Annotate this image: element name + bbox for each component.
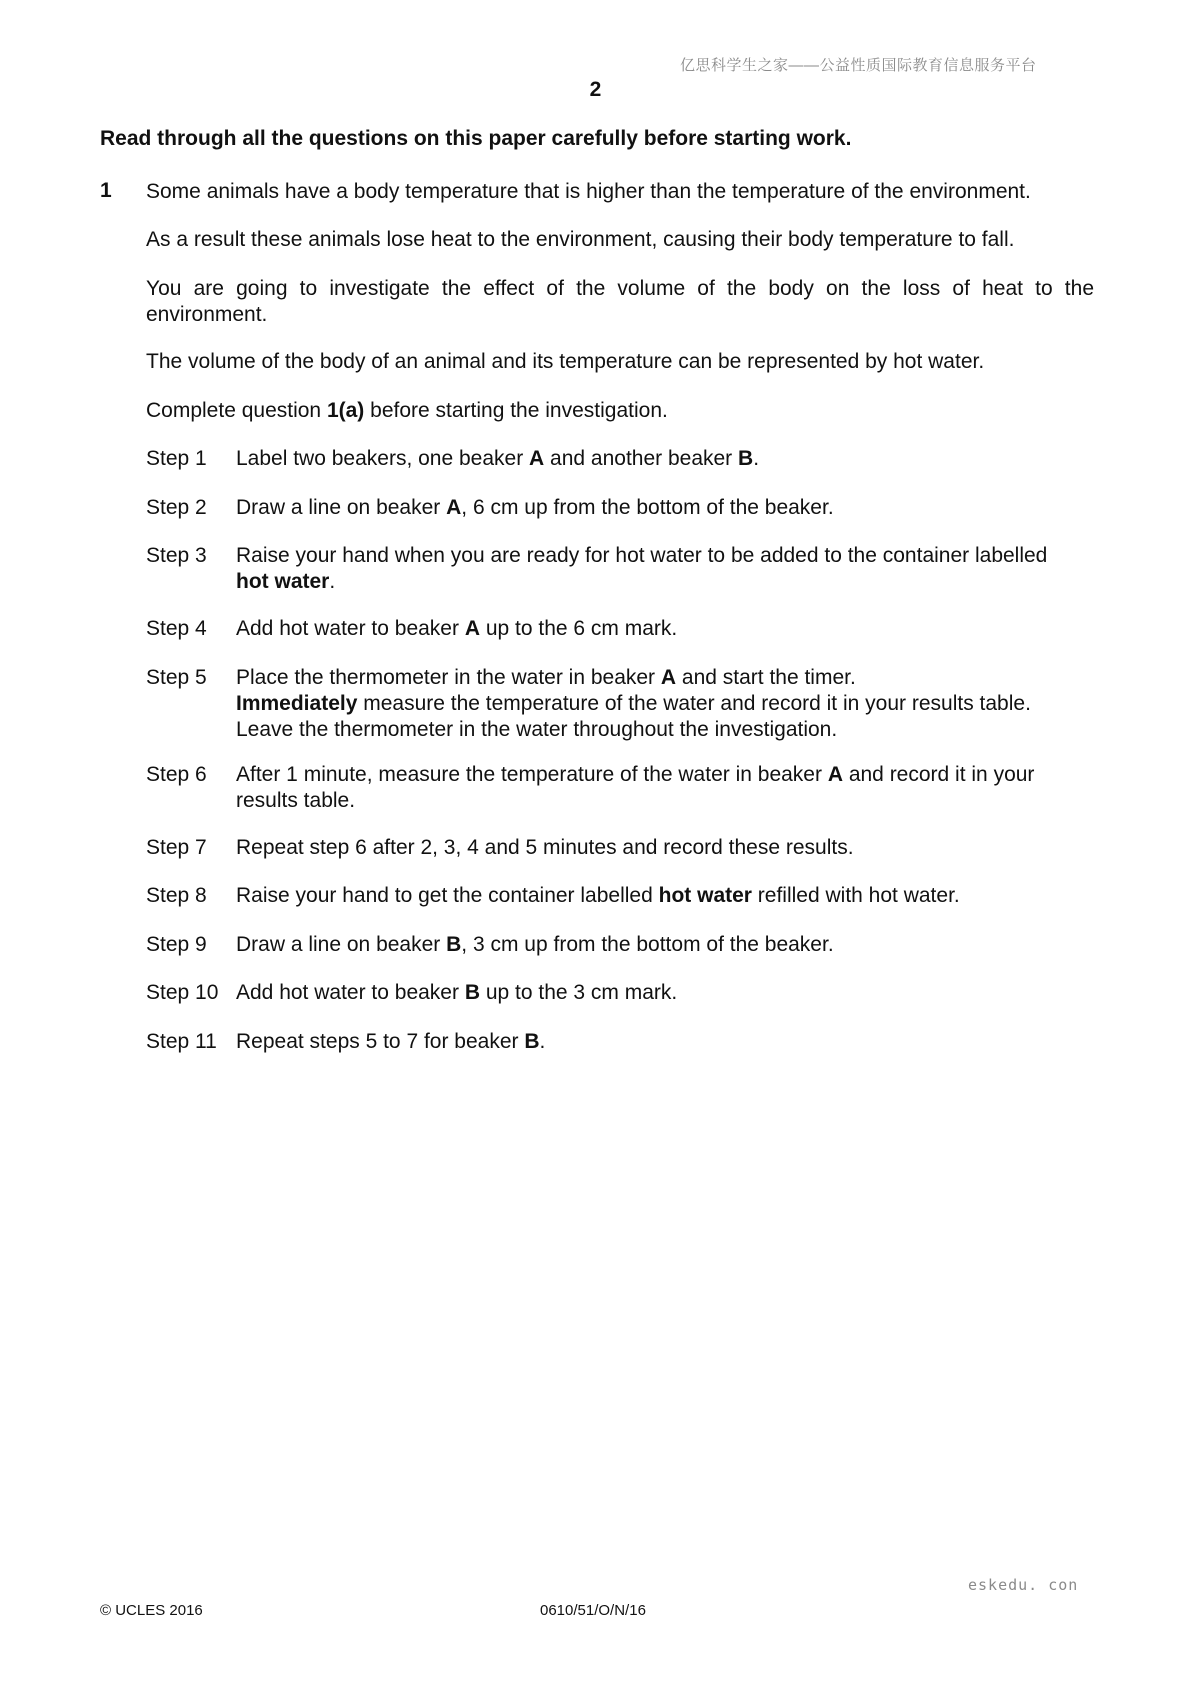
step-text: Raise your hand when you are ready for hot water to be added to the container labelled hot water.	[236, 544, 1048, 593]
step-label: Step 7	[146, 836, 207, 859]
copyright: © UCLES 2016	[100, 1602, 203, 1619]
step-text: Add hot water to beaker A up to the 6 cm mark.	[236, 617, 678, 640]
step-text: Draw a line on beaker A, 6 cm up from the bottom of the beaker.	[236, 496, 834, 519]
question-number: 1	[100, 179, 112, 202]
paper-code: 0610/51/O/N/16	[540, 1602, 646, 1619]
step-text: Raise your hand to get the container labelled hot water refilled with hot water.	[236, 884, 960, 907]
exam-instruction: Read through all the questions on this paper carefully before starting work.	[100, 127, 852, 150]
step-label: Step 3	[146, 544, 207, 567]
step-label: Step 6	[146, 763, 207, 786]
question-paragraph: The volume of the body of an animal and its temperature can be represented by hot water.	[146, 350, 985, 373]
step-text: Draw a line on beaker B, 3 cm up from the bottom of the beaker.	[236, 933, 834, 956]
step-text: Label two beakers, one beaker A and another beaker B.	[236, 447, 760, 470]
step-text: Place the thermometer in the water in beaker A and start the timer. Immediately measure the temperature of the water and record it in your results table. Leave the thermometer in the water throughout the investigation.	[236, 666, 1031, 741]
step-text: Repeat step 6 after 2, 3, 4 and 5 minutes and record these results.	[236, 836, 854, 859]
question-paragraph: As a result these animals lose heat to the environment, causing their body temperature to fall.	[146, 228, 1015, 251]
question-ref: 1(a)	[326, 399, 365, 422]
step-label: Step 2	[146, 496, 207, 519]
footer-watermark: eskedu. con	[968, 1576, 1079, 1594]
header-watermark: 亿思科学生之家——公益性质国际教育信息服务平台	[680, 57, 1037, 74]
complete-note: Complete question 1(a) before starting the investigation.	[146, 399, 668, 422]
step-label: Step 11	[146, 1030, 217, 1053]
step-label: Step 8	[146, 884, 207, 907]
step-label: Step 4	[146, 617, 207, 640]
step-label: Step 10	[146, 981, 219, 1004]
step-text: Add hot water to beaker B up to the 3 cm mark.	[236, 981, 678, 1004]
step-label: Step 5	[146, 666, 207, 689]
step-label: Step 1	[146, 447, 207, 470]
step-text: After 1 minute, measure the temperature of the water in beaker A and record it in your results table.	[236, 763, 1035, 812]
question-paragraph: You are going to investigate the effect of the volume of the body on the loss of heat to the environment.	[146, 277, 1094, 326]
step-label: Step 9	[146, 933, 207, 956]
question-paragraph: Some animals have a body temperature that is higher than the temperature of the environment.	[146, 180, 1031, 203]
step-text: Repeat steps 5 to 7 for beaker B.	[236, 1030, 546, 1053]
page-number: 2	[589, 78, 602, 101]
